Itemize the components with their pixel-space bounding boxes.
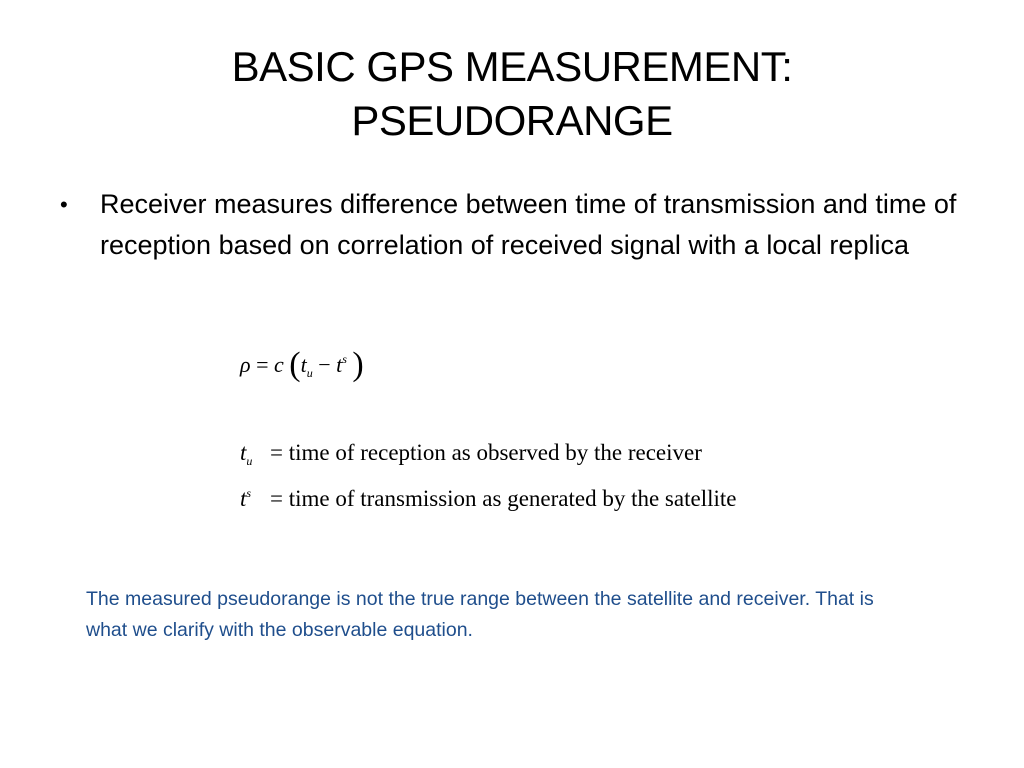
bullet-icon: • bbox=[60, 192, 68, 217]
bullet-text: Receiver measures difference between time of transmission and time of reception based on correlation of received signal with a local replica bbox=[100, 189, 957, 260]
equation-t-u: t bbox=[300, 352, 307, 377]
definition-symbol-t-u bbox=[240, 440, 270, 469]
definition-symbol-base: t bbox=[240, 486, 247, 511]
note-text: The measured pseudorange is not the true range between the satellite and receiver. That is what we clarify with the observable equation. bbox=[86, 588, 874, 641]
definition-symbol-t-s bbox=[240, 486, 270, 512]
definition-symbol-superscript: s bbox=[246, 486, 252, 500]
slide-title bbox=[112, 40, 912, 148]
definition-text-transmission: = time of transmission as generated by the satellite bbox=[270, 486, 737, 511]
definition-symbol-subscript: u bbox=[246, 454, 253, 468]
definition-row-transmission bbox=[240, 486, 736, 532]
equation-equals: = bbox=[256, 352, 269, 377]
definition-symbol-base: t bbox=[240, 440, 247, 465]
equation-minus: − bbox=[318, 352, 331, 377]
equation-close-paren: ) bbox=[352, 346, 364, 383]
definition-row-reception bbox=[240, 440, 736, 486]
equation-t-s-superscript: s bbox=[342, 352, 347, 366]
definition-text-reception: = time of reception as observed by the receiver bbox=[270, 440, 702, 465]
pseudorange-equation bbox=[240, 346, 364, 384]
equation-t-s: t bbox=[336, 352, 343, 377]
definitions bbox=[240, 440, 736, 532]
slide-title-line-1: BASIC GPS MEASUREMENT: bbox=[231, 43, 793, 90]
slide-title-line-2: PSEUDORANGE bbox=[351, 97, 673, 144]
equation-c: c bbox=[273, 352, 284, 377]
bullet-list bbox=[58, 184, 958, 266]
bullet-item bbox=[58, 184, 958, 266]
equation-rho: ρ bbox=[240, 352, 251, 377]
equation-t-u-subscript: u bbox=[306, 366, 313, 380]
equation-open-paren: ( bbox=[289, 346, 301, 383]
